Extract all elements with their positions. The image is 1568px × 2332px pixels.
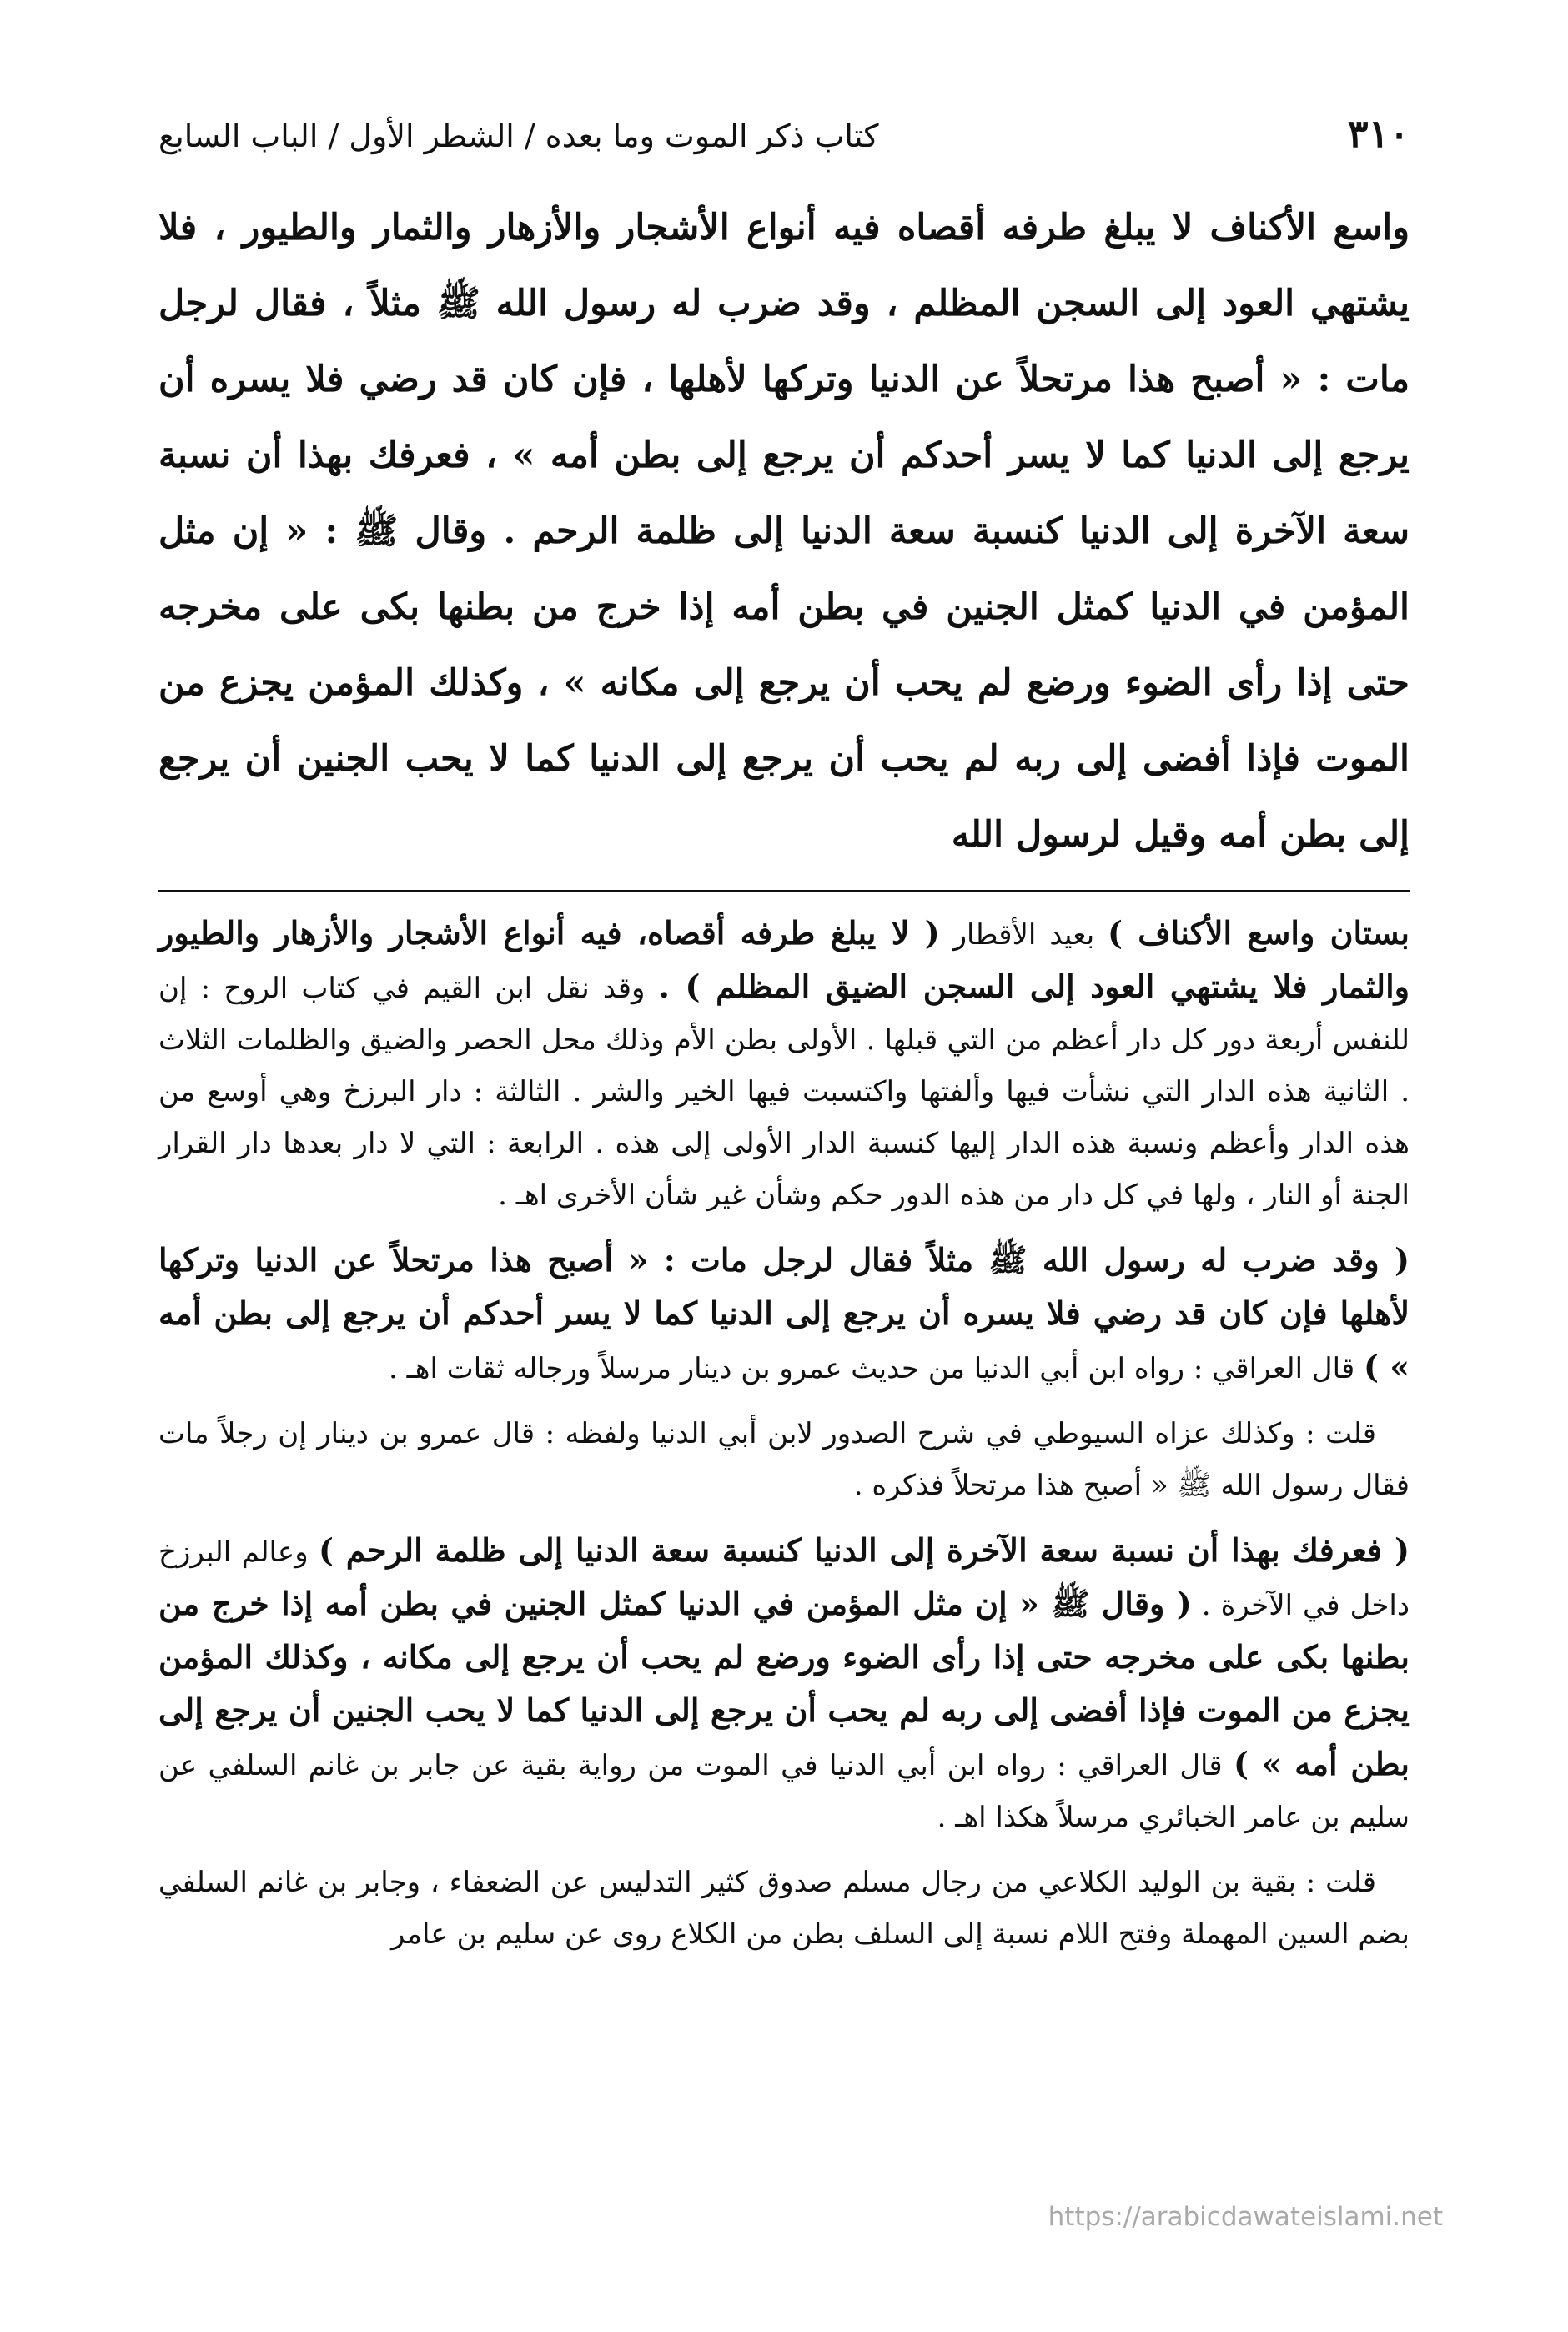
- commentary-text: وعالم البرزخ داخل في الآخرة .: [158, 1535, 1410, 1622]
- commentary-paragraph-4: [158, 1525, 1410, 1843]
- commentary-quote: ( لا يبلغ طرفه أقصاه، فيه أنواع الأشجار والأزهار والطيور والثمار فلا يشتهي العود إلى السجن الضيق المظلم ) .: [158, 914, 1410, 1005]
- main-text: واسع الأكناف لا يبلغ طرفه أقصاه فيه أنواع الأشجار والأزهار والثمار والطيور ، فلا يشتهي العود إلى السجن المظلم ، وقد ضرب له رسول الله ﷺ مثلاً ، فقال لرجل مات : « أصبح هذا مرتحلاً عن الدنيا وتركها لأهلها ، فإن كان قد رضي فلا يسره أن يرجع إلى الدنيا كما لا يسر أحدكم أن يرجع إلى بطن أمه » ، فعرفك بهذا أن نسبة سعة الآخرة إلى الدنيا كنسبة سعة الدنيا إلى ظلمة الرحم . وقال ﷺ : « إن مثل المؤمن في الدنيا كمثل الجنين في بطن أمه إذا خرج من بطنها بكى على مخرجه حتى إذا رأى الضوء ورضع لم يحب أن يرجع إلى مكانه » ، وكذلك المؤمن يجزع من الموت فإذا أفضى إلى ربه لم يحب أن يرجع إلى الدنيا كما لا يحب الجنين أن يرجع إلى بطن أمه وقيل لرسول الله: [158, 207, 1410, 856]
- commentary-text: قلت : بقية بن الوليد الكلاعي من رجال مسلم صدوق كثير التدليس عن الضعفاء ، وجابر بن غانم السلفي بضم السين المهملة وفتح اللام نسبة إلى السلف بطن من الكلاع روى عن سليم بن عامر: [158, 1866, 1410, 1951]
- watermark-url: https://arabicdawateislami.net: [1048, 2202, 1443, 2232]
- page-number: ٣١٠: [1347, 111, 1410, 156]
- commentary-paragraph-2: [158, 1234, 1410, 1395]
- page-header: [158, 108, 1410, 167]
- commentary-quote: ( وقال ﷺ « إن مثل المؤمن في الدنيا كمثل الجنين في بطن أمه إذا خرج من بطنها بكى على مخرجه حتى إذا رأى الضوء ورضع لم يحب أن يرجع إلى مكانه ، وكذلك المؤمن يجزع من الموت فإذا أفضى إلى ربه لم يحب أن يرجع إلى الدنيا كما لا يحب الجنين أن يرجع إلى بطن أمه » ): [158, 1585, 1410, 1782]
- commentary-quote: ( وقد ضرب له رسول الله ﷺ مثلاً فقال لرجل مات : « أصبح هذا مرتحلاً عن الدنيا وتركها لأهلها فإن كان قد رضي فلا يسره أن يرجع إلى الدنيا كما لا يسر أحدكم أن يرجع إلى بطن أمه » ): [158, 1241, 1410, 1385]
- commentary-lemma: بستان واسع الأكناف ): [1108, 914, 1410, 952]
- commentary-text: قال العراقي : رواه ابن أبي الدنيا من حديث عمرو بن دينار مرسلاً ورجاله ثقات اهـ .: [389, 1352, 1355, 1385]
- commentary-text: بعيد الأقطار: [952, 918, 1095, 952]
- commentary: [158, 907, 1410, 1960]
- footnote-separator: [158, 890, 1410, 892]
- commentary-text: قال العراقي : رواه ابن أبي الدنيا في الموت من رواية بقية عن جابر بن غانم السلفي عن سليم بن عامر الخبائري مرسلاً هكذا اهـ .: [158, 1749, 1410, 1834]
- commentary-text: قلت : وكذلك عزاه السيوطي في شرح الصدور لابن أبي الدنيا ولفظه : قال عمرو بن دينار إن رجلاً مات فقال رسول الله ﷺ « أصبح هذا مرتحلاً فذكره .: [158, 1417, 1410, 1502]
- commentary-paragraph-3: [158, 1408, 1410, 1511]
- commentary-paragraph-5: [158, 1857, 1410, 1960]
- document-page: [158, 108, 1410, 1973]
- commentary-paragraph-1: [158, 907, 1410, 1221]
- commentary-text: وقد نقل ابن القيم في كتاب الروح : إن للنفس أربعة دور كل دار أعظم من التي قبلها . الأولى بطن الأم وذلك محل الحصر والضيق والظلمات الثلاث . الثانية هذه الدار التي نشأت فيها وألفتها واكتسبت فيها الخير والشر . الثالثة : دار البرزخ وهي أوسع من هذه الدار وأعظم ونسبة هذه الدار إليها كنسبة الدار الأولى إلى هذه . الرابعة : التي لا دار بعدها دار القرار الجنة أو النار ، ولها في كل دار من هذه الدور حكم وشأن غير شأن الأخرى اهـ .: [158, 972, 1410, 1212]
- running-title: كتاب ذكر الموت وما بعده / الشطر الأول / الباب السابع: [158, 118, 879, 154]
- commentary-quote: ( فعرفك بهذا أن نسبة سعة الآخرة إلى الدنيا كنسبة سعة الدنيا إلى ظلمة الرحم ): [319, 1531, 1410, 1569]
